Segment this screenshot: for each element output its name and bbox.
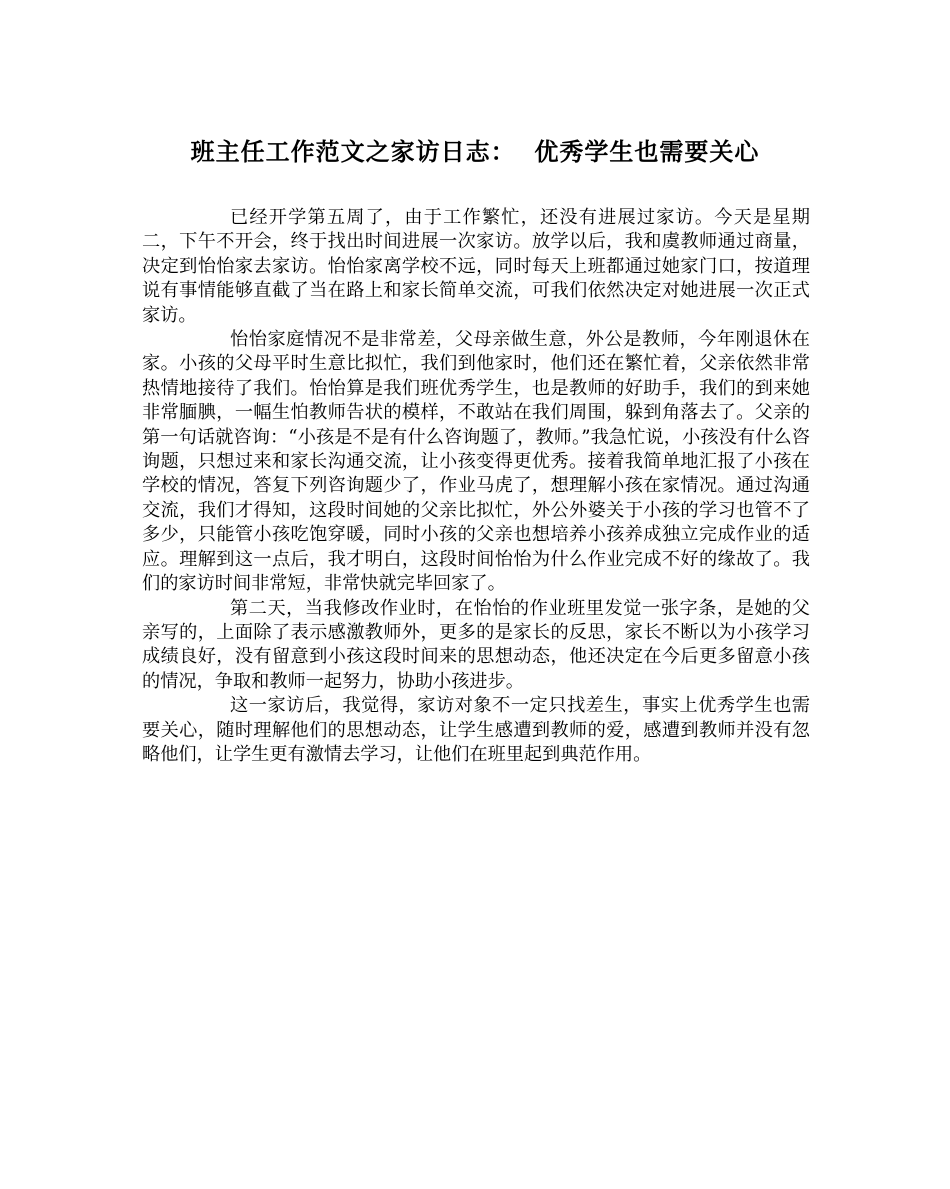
- paragraph-2: 怡怡家庭情况不是非常差，父母亲做生意，外公是教师，今年刚退休在家。小孩的父母平时生意比拟忙，我们到他家时，他们还在繁忙着，父亲依然非常热情地接待了我们。怡怡算是我们班优秀学生，也是教师的好助手，我们的到来她非常腼腆，一幅生怕教师告状的模样，不敢站在我们周围，躲到角落去了。父亲的第一句话就咨询：“小孩是不是有什么咨询题了，教师。”我急忙说，小孩没有什么咨询题，只想过来和家长沟通交流，让小孩变得更优秀。接着我简单地汇报了小孩在学校的情况，答复下列咨询题少了，作业马虎了，想理解小孩在家情况。通过沟通交流，我们才得知，这段时间她的父亲比拟忙，外公外婆关于小孩的学习也管不了多少，只能管小孩吃饱穿暖，同时小孩的父亲也想培养小孩养成独立完成作业的适应。理解到这一点后，我才明白，这段时间怡怡为什么作业完成不好的缘故了。我们的家访时间非常短，非常快就完毕回家了。: [142, 329, 810, 595]
- paragraph-1: 已经开学第五周了，由于工作繁忙，还没有进展过家访。今天是星期二，下午不开会，终于找出时间进展一次家访。放学以后，我和虞教师通过商量，决定到怡怡家去家访。怡怡家离学校不远，同时每天上班都通过她家门口，按道理说有事情能够直截了当在路上和家长简单交流，可我们依然决定对她进展一次正式家访。: [142, 207, 810, 326]
- paragraph-3: 第二天，当我修改作业时，在怡怡的作业班里发觉一张字条，是她的父亲写的，上面除了表示感激教师外，更多的是家长的反思，家长不断以为小孩学习成绩良好，没有留意到小孩这段时间来的思想动态，他还决定在今后更多留意小孩的情况，争取和教师一起努力，协助小孩进步。: [142, 597, 810, 692]
- document-title: 班主任工作范文之家访日志： 优秀学生也需要关心: [190, 138, 760, 166]
- document-body: [142, 206, 810, 767]
- paragraph-4: 这一家访后，我觉得，家访对象不一定只找差生，事实上优秀学生也需要关心，随时理解他们的思想动态，让学生感遭到教师的爱，感遭到教师并没有忽略他们，让学生更有激情去学习，让他们在班里起到典范作用。: [142, 695, 810, 765]
